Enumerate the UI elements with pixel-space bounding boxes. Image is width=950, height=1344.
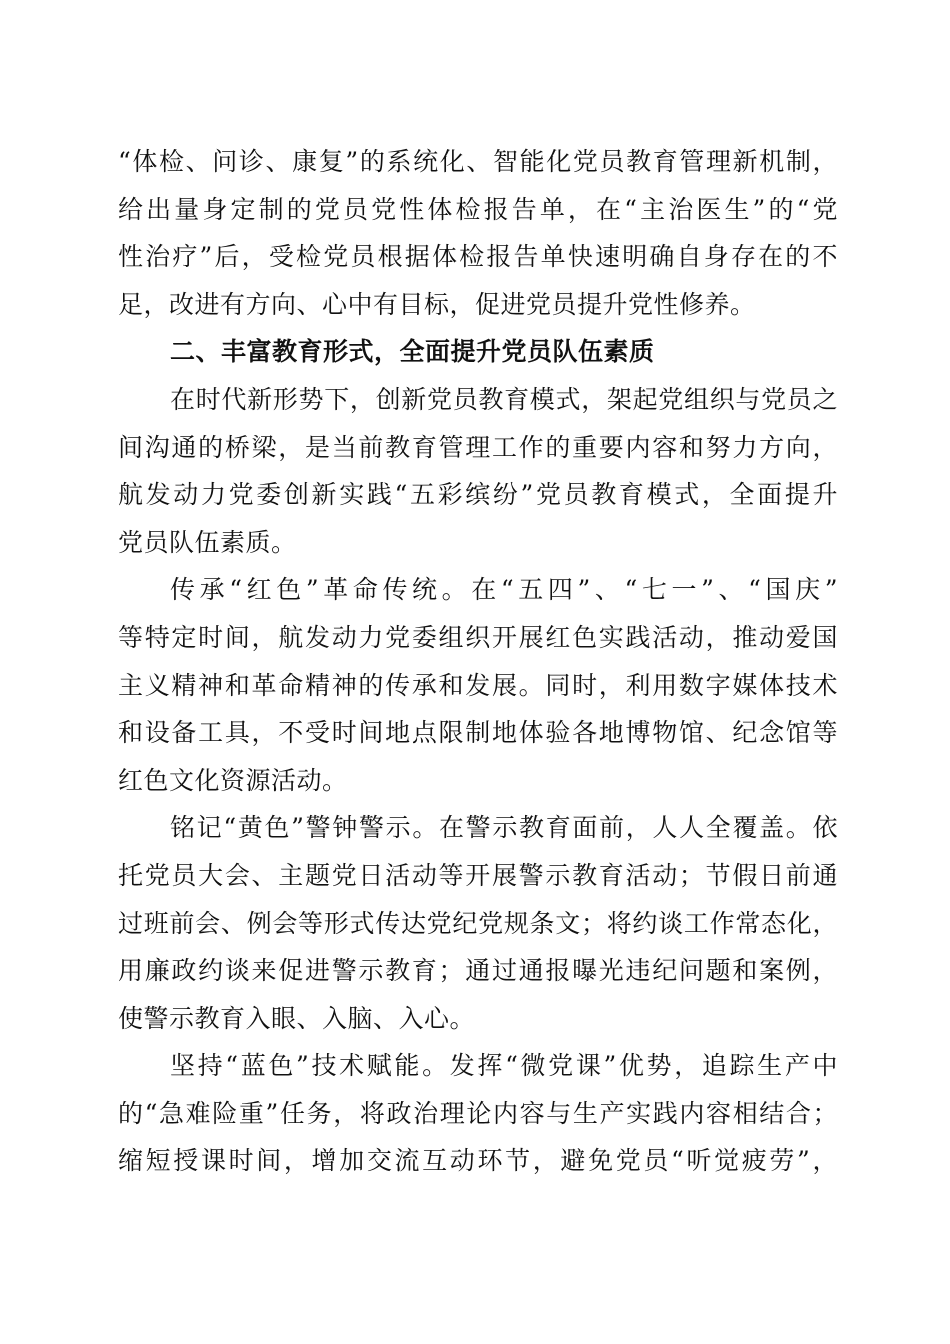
text-line: 用廉政约谈来促进警示教育；通过通报曝光违纪问题和案例， [118,956,838,986]
text-line: 给出量身定制的党员党性体检报告单，在“主治医生”的“党 [118,194,838,224]
section-heading: 二、丰富教育形式，全面提升党员队伍素质 [170,337,655,367]
text-line: 足，改进有方向、心中有目标，促进党员提升党性修养。 [118,289,756,319]
text-line: 航发动力党委创新实践“五彩缤纷”党员教育模式，全面提升 [118,480,838,510]
text-line: 缩短授课时间，增加交流互动环节，避免党员“听觉疲劳”， [118,1146,838,1176]
text-line: 党员队伍素质。 [118,527,297,557]
text-line: 和设备工具，不受时间地点限制地体验各地博物馆、纪念馆等 [118,718,838,748]
text-line: 红色文化资源活动。 [118,765,348,795]
text-line: 等特定时间，航发动力党委组织开展红色实践活动，推动爱国 [118,622,838,652]
text-line: 性治疗”后，受检党员根据体检报告单快速明确自身存在的不 [118,242,838,272]
text-line: 过班前会、例会等形式传达党纪党规条文；将约谈工作常态化， [118,908,838,938]
text-line: 坚持“蓝色”技术赋能。发挥“微党课”优势，追踪生产中 [170,1051,838,1081]
text-line: 的“急难险重”任务，将政治理论内容与生产实践内容相结合； [118,1098,838,1128]
document-page [118,138,838,1185]
text-line: 铭记“黄色”警钟警示。在警示教育面前，人人全覆盖。依 [170,813,838,843]
text-line: 间沟通的桥梁，是当前教育管理工作的重要内容和努力方向， [118,432,838,462]
text-line: 在时代新形势下，创新党员教育模式，架起党组织与党员之 [170,384,838,414]
text-line: 托党员大会、主题党日活动等开展警示教育活动；节假日前通 [118,860,838,890]
text-line: 主义精神和革命精神的传承和发展。同时，利用数字媒体技术 [118,670,838,700]
text-line: “体检、问诊、康复”的系统化、智能化党员教育管理新机制， [118,147,838,176]
text-line: 传承“红色”革命传统。在“五四”、“七一”、“国庆” [170,575,838,605]
text-line: 使警示教育入眼、入脑、入心。 [118,1003,476,1033]
